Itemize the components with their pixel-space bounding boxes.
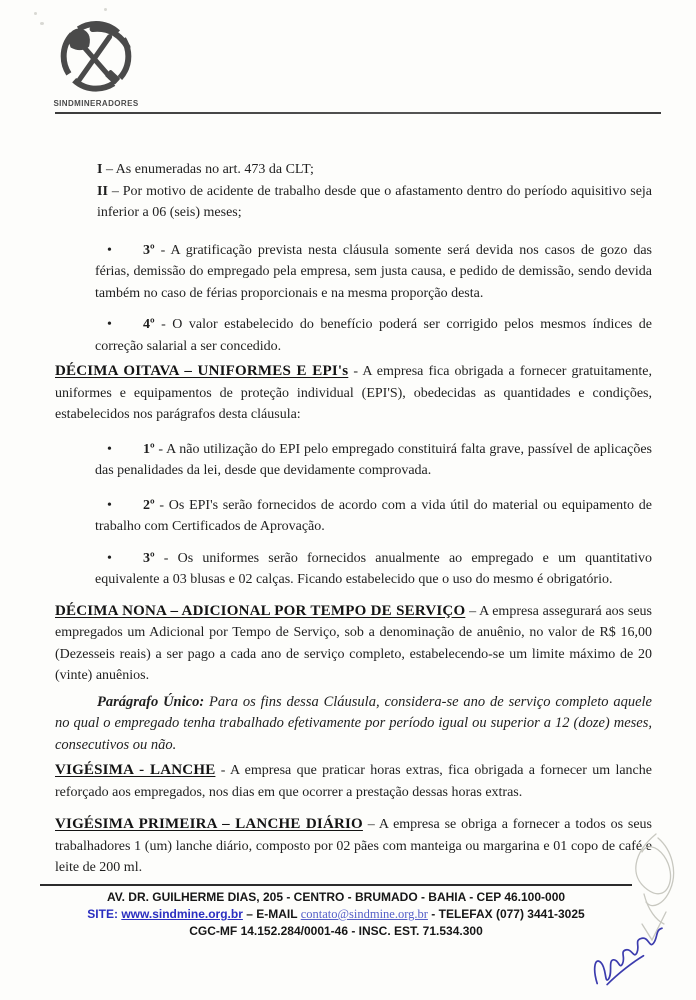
- clause-decima-oitava: [55, 361, 652, 426]
- clause-text: – A empresa assegurará aos seus empregados um Adicional por Tempo de Serviço, sob a denominação de anuênio, no valor de R$ 16,00 (Dezesseis reais) a ser pago a cada ano de serviço completo, estabelecendo-se um limite máximo de 20 (vinte) anuênios.: [55, 603, 653, 683]
- telefax-number: - TELEFAX (077) 3441-3025: [431, 907, 585, 921]
- paragraph-text: Para os fins dessa Cláusula, considera-se ano de serviço completo aquele no qual o empregado tenha trabalhado efetivamente por período igual ou superior a 12 (doze) meses, consecutivos ou não.: [55, 693, 652, 753]
- bullet-icon: •: [107, 497, 112, 513]
- clause-vigesima: [55, 760, 652, 803]
- clause-text: - A empresa que praticar horas extras, fica obrigada a fornecer um lanche reforçado aos empregados, nos dias em que ocorrer a prestação dessas horas extras.: [55, 763, 652, 800]
- bullet-icon: •: [107, 242, 112, 258]
- paragraph-text: - Os EPI's serão fornecidos de acordo com a vida útil do material ou equipamento de trabalho com Certificados de Aprovação.: [95, 497, 653, 534]
- footer-divider: [40, 884, 632, 886]
- union-logo: [53, 18, 139, 108]
- roman-clauses: [97, 159, 652, 224]
- clause-heading: VIGÉSIMA - LANCHE: [55, 762, 216, 778]
- paragraph-text: - A gratificação prevista nesta cláusula somente será devida nos casos de gozo das férias, demissão do empregado pela empresa, sem justa causa, e pedido de demissão, sendo devida também no caso de férias proporcionais e na mesma proporção desta.: [95, 242, 652, 301]
- site-label: SITE:: [87, 907, 118, 921]
- clause-decima-nona: [55, 601, 652, 687]
- footer-address: AV. DR. GUILHERME DIAS, 205 - CENTRO - BRUMADO - BAHIA - CEP 46.100-000: [106, 890, 566, 904]
- scan-speck: [34, 12, 37, 15]
- paragraph-3: [95, 240, 652, 305]
- paragraph-3b: [95, 548, 652, 591]
- scan-speck: [104, 8, 107, 11]
- paragraph-text: - O valor estabelecido do benefício poderá ser corrigido pelos mesmos índices de correção salarial a ser concedido.: [95, 317, 653, 354]
- clause-text: – A empresa se obriga a fornecer a todos os seus trabalhadores 1 (um) lanche diário, composto por 02 pães com manteiga ou margarina e 01 copo de café e leite de 200 ml.: [55, 817, 652, 875]
- clause-text: – As enumeradas no art. 473 da CLT;: [105, 162, 314, 177]
- clause-number: I: [97, 162, 103, 177]
- email-link: contato@sindmine.org.br: [300, 907, 428, 921]
- paragraph-text: - A não utilização do EPI pelo empregado constituirá falta grave, passível de aplicações das penalidades da lei, desde que devidamente comprovada.: [95, 441, 653, 478]
- paragraph-1: [95, 439, 652, 482]
- paragraph-2: [95, 495, 652, 538]
- paragraph-number: 2º: [143, 497, 155, 513]
- clause-heading: DÉCIMA NONA – ADICIONAL POR TEMPO DE SERVIÇO: [55, 602, 466, 619]
- paragraph-number: 4º: [143, 317, 155, 332]
- clause-heading: VIGÉSIMA PRIMEIRA – LANCHE DIÁRIO: [55, 816, 363, 832]
- email-label: – E-MAIL: [246, 907, 298, 921]
- paragraph-number: 3º: [143, 242, 155, 258]
- paragraph-text: - Os uniformes serão fornecidos anualmente ao empregado e um quantitativo equivalente a 03 blusas e 02 calças. Ficando estabelecido que o uso do mesmo é obrigatório.: [95, 550, 652, 587]
- letterhead-footer: [36, 884, 636, 940]
- logo-text: SINDMINERADORES: [53, 99, 139, 108]
- clause-item-2: [97, 181, 652, 224]
- paragraph-number: 1º: [143, 441, 155, 457]
- clause-text: - A empresa fica obrigada a fornecer gratuitamente, uniformes e equipamentos de proteção individual (EPI'S), obedecidas as quantidades e condições, estabelecidos nos parágrafos desta cláusula:: [55, 364, 653, 422]
- scan-speck: [40, 22, 44, 25]
- paragrafo-unico: [55, 692, 652, 757]
- bullet-icon: •: [107, 317, 112, 332]
- header-divider: [55, 112, 661, 114]
- clause-item-1: [97, 159, 652, 181]
- crossed-pickaxe-shovel-icon: [53, 18, 139, 98]
- site-url-link: www.sindmine.org.br: [121, 907, 243, 921]
- paragraph-number: 3º: [143, 550, 155, 566]
- clause-vigesima-primeira: [55, 814, 652, 879]
- clause-number: II: [97, 183, 108, 199]
- clause-text: – Por motivo de acidente de trabalho desde que o afastamento dentro do período aquisitivo seja inferior a 06 (seis) meses;: [97, 183, 653, 220]
- footer-contacts: [36, 906, 636, 923]
- bullet-icon: •: [107, 441, 112, 457]
- clause-heading: DÉCIMA OITAVA – UNIFORMES E EPI's: [55, 363, 349, 379]
- paragraph-lead: Parágrafo Único:: [97, 693, 205, 710]
- footer-registration: CGC-MF 14.152.284/0001-46 - INSC. EST. 71.534.300: [189, 924, 483, 938]
- bullet-icon: •: [107, 550, 112, 566]
- document-body: [55, 159, 652, 879]
- paragraph-4: [95, 314, 652, 357]
